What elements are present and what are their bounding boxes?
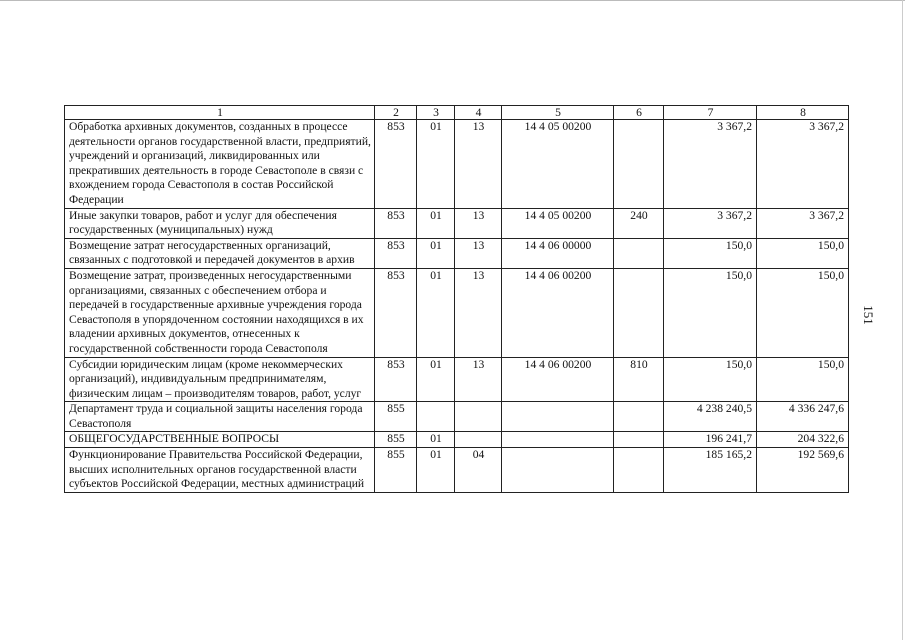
table-cell-c4 xyxy=(455,402,502,432)
header-cell-1: 1 xyxy=(65,106,375,120)
table-row xyxy=(65,402,849,432)
table-cell-c4: 13 xyxy=(455,120,502,209)
header-cell-5: 5 xyxy=(502,106,614,120)
table-cell-c6 xyxy=(614,448,664,493)
table-cell-c5 xyxy=(502,432,614,448)
table-cell-c7: 185 165,2 xyxy=(664,448,757,493)
table-cell-c7: 196 241,7 xyxy=(664,432,757,448)
table-row xyxy=(65,432,849,448)
header-cell-4: 4 xyxy=(455,106,502,120)
table-cell-c3: 01 xyxy=(417,268,455,357)
table-cell-c6 xyxy=(614,238,664,268)
table-cell-c7: 3 367,2 xyxy=(664,208,757,238)
table-cell-c4: 13 xyxy=(455,268,502,357)
table-cell-name: Возмещение затрат, произведенных негосударственными организациями, связанных с обеспечением отбора и передачей в государственные архивные учреждения города Севастополя в упорядоченном состоянии находящихся в их владении архивных документов, отнесенных к государственной собственности города Севастополя xyxy=(65,268,375,357)
table-cell-c5: 14 4 06 00000 xyxy=(502,238,614,268)
table-cell-c8: 192 569,6 xyxy=(757,448,849,493)
table-cell-c8: 150,0 xyxy=(757,357,849,402)
table-cell-c2: 853 xyxy=(375,208,417,238)
table-cell-c7: 150,0 xyxy=(664,268,757,357)
table-cell-c6: 240 xyxy=(614,208,664,238)
table-cell-c8: 4 336 247,6 xyxy=(757,402,849,432)
table-cell-c2: 853 xyxy=(375,238,417,268)
table-cell-c6 xyxy=(614,268,664,357)
scan-edge-right xyxy=(902,0,903,640)
table-cell-c8: 150,0 xyxy=(757,268,849,357)
table-cell-c7: 3 367,2 xyxy=(664,120,757,209)
table-row xyxy=(65,120,849,209)
header-row xyxy=(65,106,849,120)
table-cell-c4: 13 xyxy=(455,357,502,402)
table-row xyxy=(65,208,849,238)
table-cell-c6 xyxy=(614,402,664,432)
table-cell-c4: 13 xyxy=(455,238,502,268)
table-cell-c4: 13 xyxy=(455,208,502,238)
table-cell-c8: 150,0 xyxy=(757,238,849,268)
table-cell-name: Субсидии юридическим лицам (кроме некоммерческих организаций), индивидуальным предпринимателям, физическим лицам – производителям товаров, работ, услуг xyxy=(65,357,375,402)
table-cell-c2: 855 xyxy=(375,432,417,448)
page-number: 151 xyxy=(860,305,876,325)
table-cell-c5: 14 4 05 00200 xyxy=(502,120,614,209)
scan-edge-top xyxy=(0,0,905,1)
header-cell-7: 7 xyxy=(664,106,757,120)
table-cell-c3: 01 xyxy=(417,238,455,268)
table-cell-c7: 150,0 xyxy=(664,238,757,268)
table-cell-c7: 4 238 240,5 xyxy=(664,402,757,432)
table-cell-c5 xyxy=(502,448,614,493)
header-cell-2: 2 xyxy=(375,106,417,120)
table-cell-c8: 3 367,2 xyxy=(757,120,849,209)
table-cell-c4: 04 xyxy=(455,448,502,493)
table-cell-name: Возмещение затрат негосударственных организаций, связанных с подготовкой и передачей документов в архив xyxy=(65,238,375,268)
budget-table xyxy=(64,105,849,493)
table-cell-name: Иные закупки товаров, работ и услуг для обеспечения государственных (муниципальных) нужд xyxy=(65,208,375,238)
header-cell-6: 6 xyxy=(614,106,664,120)
table-cell-c5: 14 4 05 00200 xyxy=(502,208,614,238)
table-cell-c2: 855 xyxy=(375,402,417,432)
table-row xyxy=(65,268,849,357)
table-cell-c4 xyxy=(455,432,502,448)
table-cell-c3: 01 xyxy=(417,120,455,209)
table-cell-name: Обработка архивных документов, созданных в процессе деятельности органов государственной власти, предприятий, учреждений и организаций, ликвидированных или прекративших деятельность в городе Севастополе в связи с вхождением города Севастополя в состав Российской Федерации xyxy=(65,120,375,209)
table-cell-c2: 855 xyxy=(375,448,417,493)
table-cell-c3 xyxy=(417,402,455,432)
table-cell-c8: 204 322,6 xyxy=(757,432,849,448)
table-cell-name: ОБЩЕГОСУДАРСТВЕННЫЕ ВОПРОСЫ xyxy=(65,432,375,448)
table-cell-c3: 01 xyxy=(417,357,455,402)
table-cell-c3: 01 xyxy=(417,448,455,493)
table-row xyxy=(65,448,849,493)
header-cell-8: 8 xyxy=(757,106,849,120)
table-row xyxy=(65,238,849,268)
table-cell-c3: 01 xyxy=(417,208,455,238)
table-cell-c8: 3 367,2 xyxy=(757,208,849,238)
table-cell-c6: 810 xyxy=(614,357,664,402)
table-cell-c2: 853 xyxy=(375,120,417,209)
table-cell-c2: 853 xyxy=(375,268,417,357)
table-cell-name: Функционирование Правительства Российской Федерации, высших исполнительных органов государственной власти субъектов Российской Федерации, местных администраций xyxy=(65,448,375,493)
table-cell-c2: 853 xyxy=(375,357,417,402)
table-cell-c7: 150,0 xyxy=(664,357,757,402)
table-cell-name: Департамент труда и социальной защиты населения города Севастополя xyxy=(65,402,375,432)
table-cell-c5: 14 4 06 00200 xyxy=(502,357,614,402)
table-row xyxy=(65,357,849,402)
table-cell-c5 xyxy=(502,402,614,432)
table-cell-c3: 01 xyxy=(417,432,455,448)
header-cell-3: 3 xyxy=(417,106,455,120)
table-cell-c6 xyxy=(614,120,664,209)
table-cell-c5: 14 4 06 00200 xyxy=(502,268,614,357)
table-cell-c6 xyxy=(614,432,664,448)
